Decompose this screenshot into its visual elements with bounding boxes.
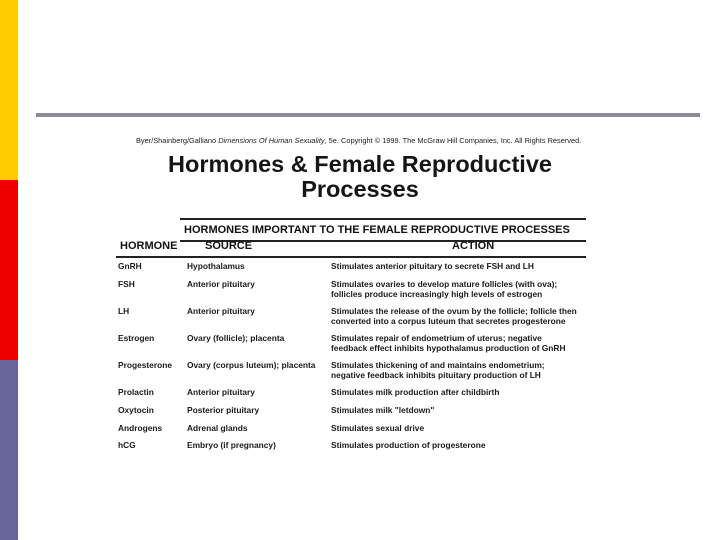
cell-source: Anterior pituitary — [187, 306, 255, 316]
cell-source: Anterior pituitary — [187, 387, 255, 397]
cell-action: Stimulates production of progesterone — [331, 440, 486, 450]
cell-hormone: LH — [118, 306, 130, 316]
cell-action: Stimulates sexual drive — [331, 423, 425, 433]
cell-hormone: FSH — [118, 279, 135, 289]
cell-hormone: hCG — [118, 440, 136, 450]
cell-hormone: GnRH — [118, 261, 142, 271]
cell-action: Stimulates the release of the ovum by the follicle; follicle then — [331, 306, 577, 316]
cell-action: Stimulates repair of endometrium of uterus; negative — [331, 333, 542, 343]
cell-source: Embryo (if pregnancy) — [187, 440, 276, 450]
title-rule — [36, 113, 700, 117]
cell-action: follicles produce increasingly high levels of estrogen — [331, 289, 543, 299]
side-bar-yellow — [0, 0, 18, 180]
citation-book: Dimensions Of Human Sexuality — [218, 136, 325, 145]
cell-action: Stimulates ovaries to develop mature follicles (with ova); — [331, 279, 558, 289]
cell-hormone: Estrogen — [118, 333, 155, 343]
cell-source: Adrenal glands — [187, 423, 248, 433]
citation-authors: Byer/Shainberg/Galliano — [136, 136, 217, 145]
cell-hormone: Oxytocin — [118, 405, 154, 415]
citation — [136, 136, 581, 145]
cell-hormone: Progesterone — [118, 360, 172, 370]
citation-rest: , 5e. Copyright © 1999. The McGraw Hill Companies, Inc. All Rights Reserved. — [324, 136, 582, 145]
cell-source: Ovary (corpus luteum); placenta — [187, 360, 316, 370]
cell-action: Stimulates milk "letdown" — [331, 405, 435, 415]
cell-source: Posterior pituitary — [187, 405, 260, 415]
cell-action: Stimulates milk production after childbirth — [331, 387, 500, 397]
side-bar-red — [0, 180, 18, 360]
cell-source: Ovary (follicle); placenta — [187, 333, 285, 343]
cell-action: negative feedback inhibits pituitary production of LH — [331, 370, 541, 380]
table-heading: HORMONES IMPORTANT TO THE FEMALE REPRODUCTIVE PROCESSES — [180, 218, 586, 242]
col-header-source: SOURCE — [205, 240, 253, 252]
side-bar-blue — [0, 360, 18, 540]
cell-action: feedback effect inhibits hypothalamus production of GnRH — [331, 343, 566, 353]
cell-source: Anterior pituitary — [187, 279, 255, 289]
col-header-hormone: HORMONE — [120, 240, 178, 252]
cell-action: Stimulates anterior pituitary to secrete FSH and LH — [331, 261, 534, 271]
col-header-action: ACTION — [452, 240, 495, 252]
header-underline — [116, 256, 586, 258]
cell-action: converted into a corpus luteum that secretes progesterone — [331, 316, 566, 326]
cell-hormone: Prolactin — [118, 387, 154, 397]
cell-hormone: Androgens — [118, 423, 163, 433]
cell-source: Hypothalamus — [187, 261, 245, 271]
slide-title: Hormones & Female Reproductive Processes — [168, 151, 552, 202]
cell-action: Stimulates thickening of and maintains endometrium; — [331, 360, 545, 370]
